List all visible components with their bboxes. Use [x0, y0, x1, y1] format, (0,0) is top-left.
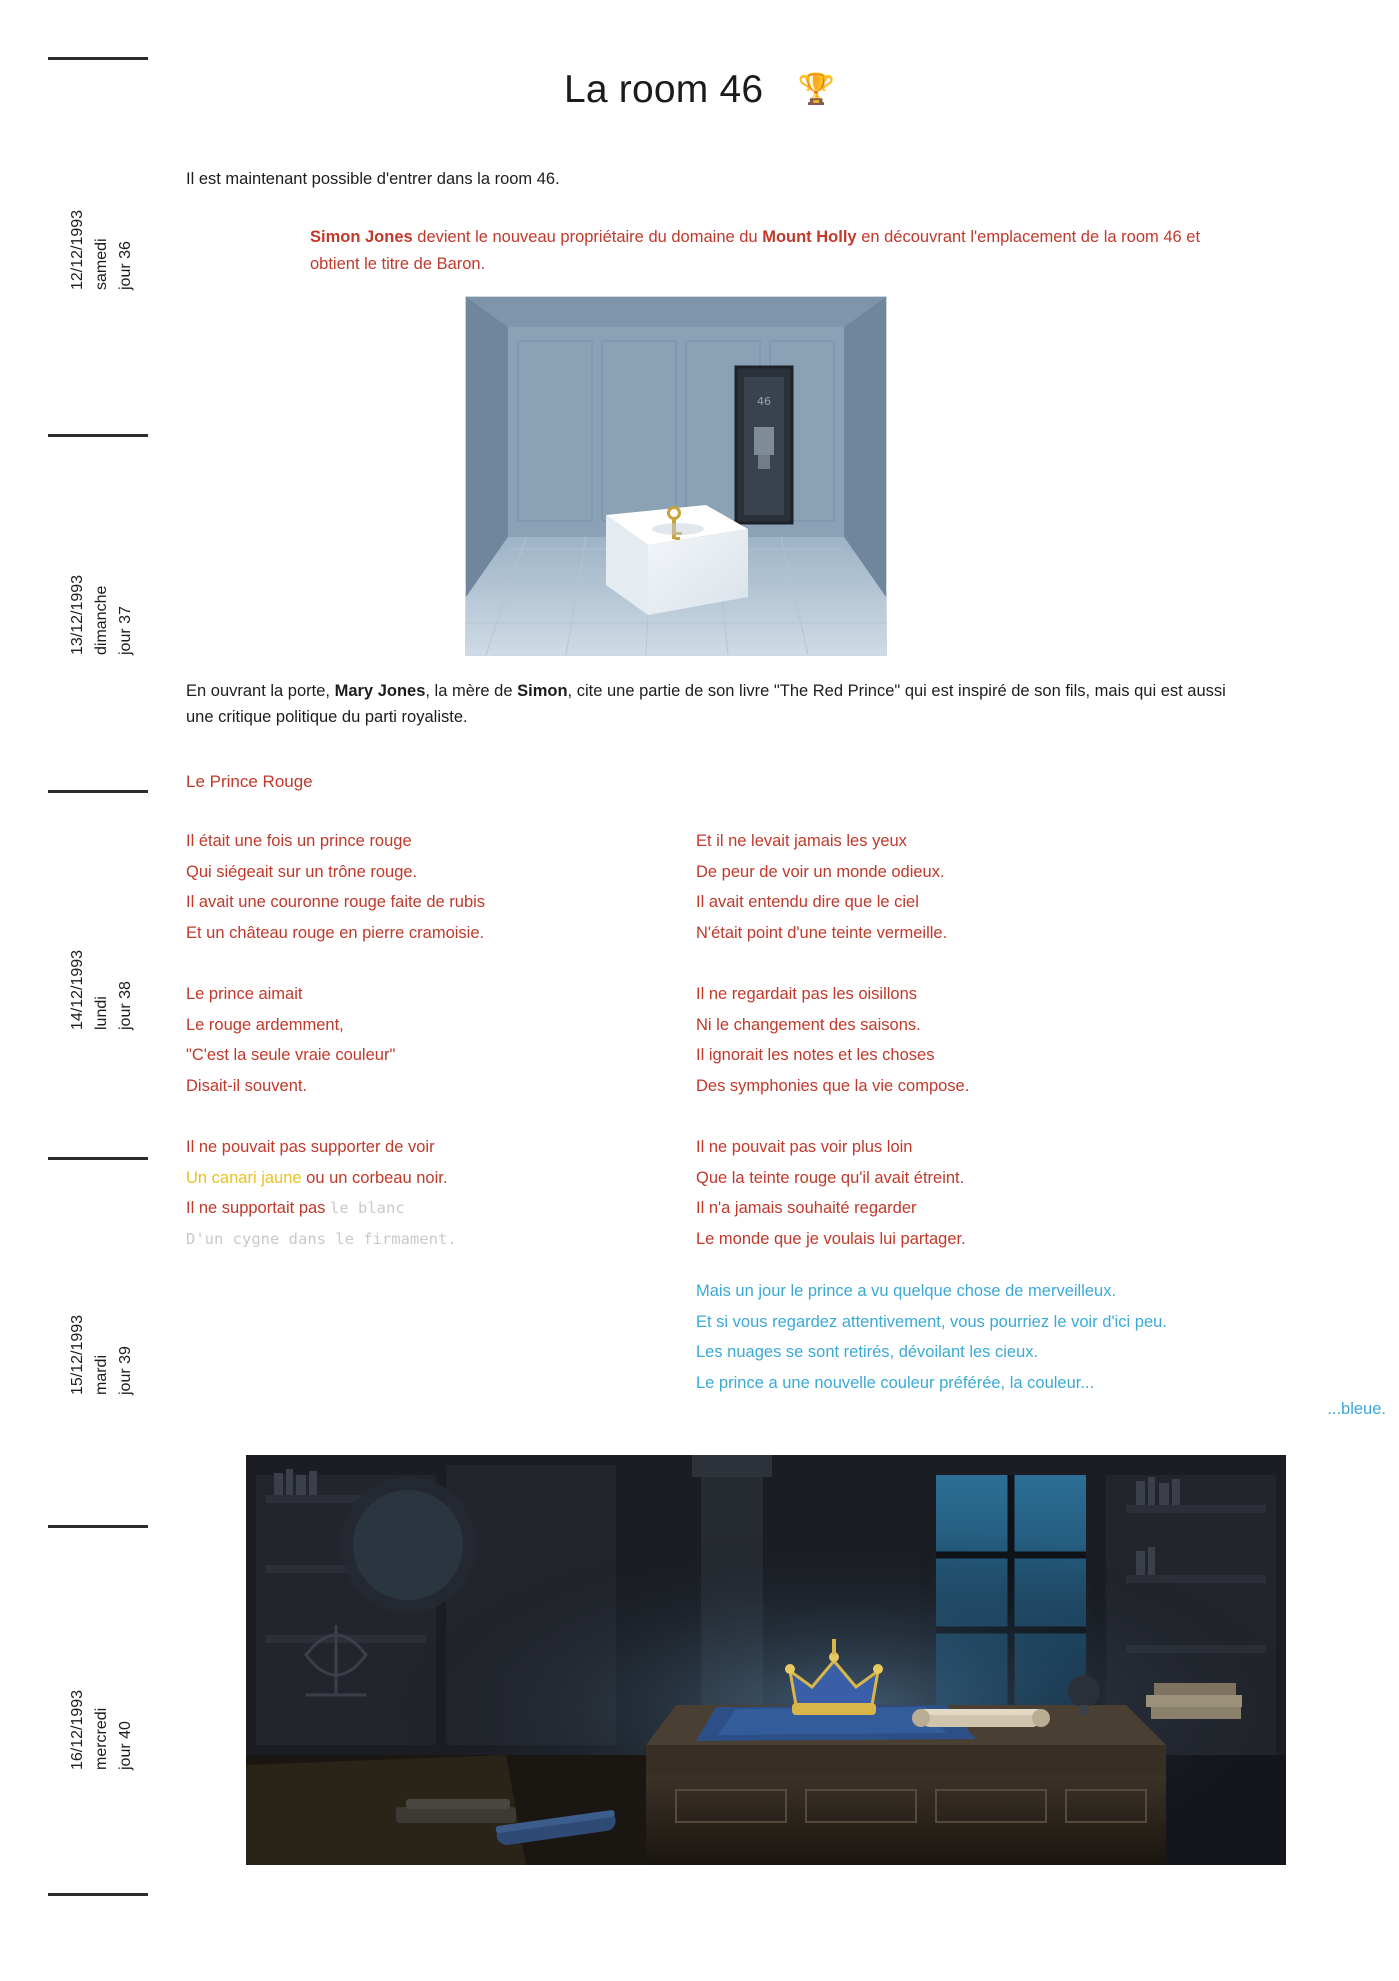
timeline-date: 12/12/1993 — [69, 209, 86, 290]
poem-line-blanc — [186, 1193, 686, 1224]
poem-line: Disait-il souvent. — [186, 1076, 308, 1095]
poem-text-yellow: Un canari jaune — [186, 1168, 302, 1187]
poem-stanza — [696, 979, 1296, 1101]
paragraph-mary-jones — [186, 678, 1226, 731]
page-title — [0, 68, 1399, 112]
poem-title: Le Prince Rouge — [186, 772, 313, 791]
poem-stanza — [186, 826, 686, 948]
event-text-mid: devient le nouveau propriétaire du domaine du — [412, 228, 763, 246]
timeline-weekday: dimanche — [93, 585, 110, 655]
poem-line: Il n'a jamais souhaité regarder — [696, 1199, 917, 1217]
poem-line: Et il ne levait jamais les yeux — [696, 832, 907, 850]
study-illustration-art — [246, 1455, 1286, 1865]
event-text-tail: en découvrant l'emplacement de la room 46 et obtient le titre de Baron. — [310, 228, 1201, 273]
timeline-tick — [48, 1525, 148, 1528]
poem-line: "C'est la seule vraie couleur" — [186, 1046, 396, 1064]
timeline-dayindex: jour 39 — [117, 1346, 134, 1395]
poem-stanza-colored — [186, 1132, 686, 1254]
trophy-icon: 🏆 — [797, 73, 836, 106]
timeline-dayindex: jour 37 — [117, 606, 134, 655]
poem-text-white: le blanc — [330, 1199, 405, 1217]
para2-part2: , la mère de — [425, 682, 518, 700]
timeline-tick — [48, 1893, 148, 1896]
poem-text-rest: ou un corbeau noir. — [301, 1168, 448, 1187]
poem-line-cygne: D'un cygne dans le firmament. — [186, 1229, 457, 1248]
timeline-weekday: mardi — [93, 1354, 110, 1395]
poem-stanza — [696, 1132, 1296, 1254]
room-46-screenshot — [465, 296, 887, 656]
para2-simon: Simon — [517, 682, 568, 700]
poem-line-canari — [186, 1163, 686, 1194]
svg-text:46: 46 — [757, 395, 771, 408]
poem-stanza — [696, 826, 1296, 948]
event-callout — [310, 224, 1210, 277]
poem-line: Le rouge ardemment, — [186, 1015, 344, 1034]
timeline-date: 16/12/1993 — [69, 1689, 86, 1770]
para2-part1: En ouvrant la porte, — [186, 682, 335, 700]
timeline-gutter — [0, 0, 160, 1981]
poem-line-blue: Le prince a une nouvelle couleur préférée, la couleur... — [696, 1373, 1095, 1392]
poem-line: Il ignorait les notes et les choses — [696, 1046, 935, 1064]
timeline-date: 14/12/1993 — [69, 949, 86, 1030]
event-person: Simon Jones — [310, 228, 413, 246]
room-46-illustration — [466, 297, 886, 655]
para2-mary: Mary Jones — [334, 682, 426, 700]
poem-line: Que la teinte rouge qu'il avait étreint. — [696, 1168, 965, 1187]
poem-right-column — [696, 826, 1296, 1254]
poem-line-blue: Les nuages se sont retirés, dévoilant les cieux. — [696, 1343, 1039, 1361]
poem-left-column — [186, 826, 686, 1254]
poem-line: Ni le changement des saisons. — [696, 1015, 921, 1034]
poem-line: Il ne pouvait pas voir plus loin — [696, 1138, 913, 1156]
timeline-weekday: lundi — [93, 996, 110, 1030]
poem-text-red: Il ne supportait pas — [186, 1199, 331, 1217]
poem-line: Il avait une couronne rouge faite de rubis — [186, 893, 486, 911]
poem-line: Le monde que je voulais lui partager. — [696, 1229, 966, 1248]
timeline-date: 13/12/1993 — [69, 574, 86, 655]
event-place: Mount Holly — [762, 228, 857, 246]
poem-line: Il était une fois un prince rouge — [186, 832, 412, 850]
timeline-date: 15/12/1993 — [69, 1314, 86, 1395]
poem-line: Il ne pouvait pas supporter de voir — [186, 1138, 435, 1156]
timeline-dayindex: jour 36 — [117, 241, 134, 290]
poem-line: Il ne regardait pas les oisillons — [696, 985, 918, 1003]
timeline-tick — [48, 1157, 148, 1160]
poem-line: Des symphonies que la vie compose. — [696, 1076, 970, 1095]
timeline-weekday: mercredi — [93, 1707, 110, 1770]
study-crown-illustration — [246, 1455, 1286, 1865]
poem-stanza — [186, 979, 686, 1101]
poem-line: Qui siégeait sur un trône rouge. — [186, 862, 418, 881]
timeline-dayindex: jour 38 — [117, 981, 134, 1030]
timeline-tick — [48, 790, 148, 793]
poem-line: De peur de voir un monde odieux. — [696, 862, 945, 881]
para2-part3: , cite une partie de son livre "The Red Prince" qui est inspiré de son fils, mais qui est aussi une critique politique du parti royaliste. — [186, 682, 1226, 727]
timeline-dayindex: jour 40 — [117, 1721, 134, 1770]
page-title-text: La room 46 — [563, 68, 764, 111]
poem-line-blue: Et si vous regardez attentivement, vous pourriez le voir d'ici peu. — [696, 1312, 1167, 1331]
poem-line-blue: Mais un jour le prince a vu quelque chose de merveilleux. — [696, 1282, 1117, 1300]
poem-line: Il avait entendu dire que le ciel — [696, 893, 919, 911]
poem-line-bleue: ...bleue. — [1327, 1400, 1386, 1418]
poem-line: Le prince aimait — [186, 985, 303, 1003]
poem-line: Et un château rouge en pierre cramoisie. — [186, 923, 485, 942]
timeline-weekday: samedi — [93, 238, 110, 290]
timeline-tick — [48, 57, 148, 60]
poem-blue-stanza — [696, 1276, 1316, 1398]
poem-line: N'était point d'une teinte vermeille. — [696, 923, 948, 942]
intro-paragraph: Il est maintenant possible d'entrer dans la room 46. — [186, 170, 560, 188]
timeline-tick — [48, 434, 148, 437]
